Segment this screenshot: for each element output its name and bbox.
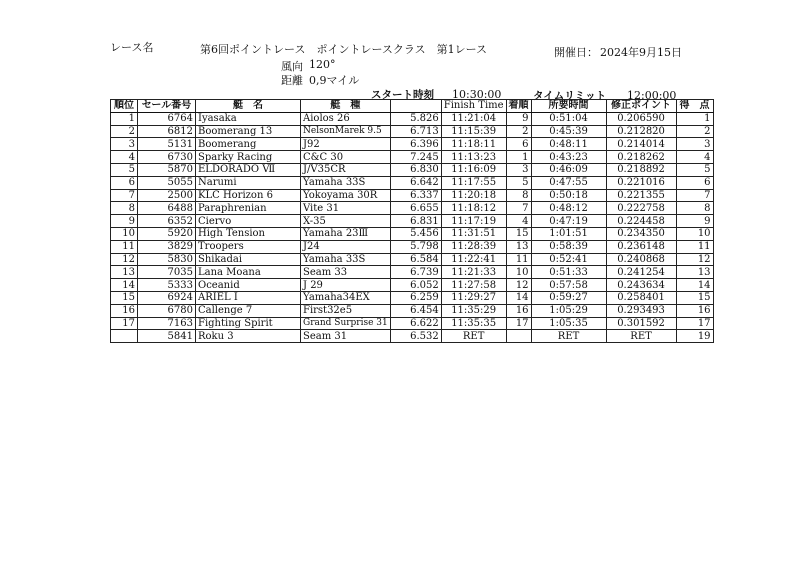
cell-points: 14 <box>676 279 713 292</box>
col-elapsed-header: 所要時間 <box>531 100 606 113</box>
table-row <box>111 304 714 317</box>
cell-rank: 15 <box>111 291 138 304</box>
cell-sail-number: 6764 <box>138 112 196 125</box>
cell-finish-order: 3 <box>506 163 531 176</box>
cell-corrected-points: 0.301592 <box>606 317 676 330</box>
cell-finish-order: 15 <box>506 227 531 240</box>
cell-finish-time: 11:17:19 <box>441 215 506 228</box>
cell-finish-time: RET <box>441 330 506 343</box>
col-corrected-header: 修正ポイント <box>606 100 676 113</box>
cell-boat-name: Boomerang <box>196 138 301 151</box>
cell-finish-order: 16 <box>506 304 531 317</box>
date-label: 開催日： <box>554 46 598 59</box>
cell-rank: 2 <box>111 125 138 138</box>
table-row <box>111 189 714 202</box>
cell-elapsed-time: 0:47:55 <box>531 176 606 189</box>
cell-boat-type: Yamaha34EX <box>301 291 391 304</box>
cell-boat-name: Paraphrenian <box>196 202 301 215</box>
cell-corrected-points: 0.214014 <box>606 138 676 151</box>
table-row <box>111 227 714 240</box>
cell-corrected-points: 0.212820 <box>606 125 676 138</box>
cell-corrected-points: 0.222758 <box>606 202 676 215</box>
cell-sail-number: 6352 <box>138 215 196 228</box>
cell-elapsed-time: 0:48:12 <box>531 202 606 215</box>
cell-rank: 9 <box>111 215 138 228</box>
cell-boat-type: Grand Surprise 31 <box>301 317 391 330</box>
cell-boat-type: Yamaha 23Ⅲ <box>301 227 391 240</box>
cell-sail-number: 5055 <box>138 176 196 189</box>
table-row <box>111 163 714 176</box>
cell-boat-name: High Tension <box>196 227 301 240</box>
cell-rank: 16 <box>111 304 138 317</box>
cell-elapsed-time: 1:01:51 <box>531 227 606 240</box>
cell-boat-name: Ciervo <box>196 215 301 228</box>
cell-sail-number: 5870 <box>138 163 196 176</box>
cell-rating: 6.831 <box>390 215 441 228</box>
race-name-label: レース名 <box>110 41 154 54</box>
cell-elapsed-time: 0:51:33 <box>531 266 606 279</box>
cell-finish-order: 7 <box>506 202 531 215</box>
cell-elapsed-time: 1:05:35 <box>531 317 606 330</box>
cell-rating: 6.713 <box>390 125 441 138</box>
col-sail-header: セール番号 <box>138 100 196 113</box>
cell-rating: 6.454 <box>390 304 441 317</box>
cell-sail-number: 5841 <box>138 330 196 343</box>
cell-boat-type: Yamaha 33S <box>301 253 391 266</box>
cell-finish-time: 11:35:35 <box>441 317 506 330</box>
cell-rating: 6.830 <box>390 163 441 176</box>
cell-finish-time: 11:16:09 <box>441 163 506 176</box>
cell-boat-type: First32e5 <box>301 304 391 317</box>
cell-boat-type: J 29 <box>301 279 391 292</box>
col-name-header: 艇 名 <box>196 100 301 113</box>
cell-boat-name: Shikadai <box>196 253 301 266</box>
cell-finish-order: 10 <box>506 266 531 279</box>
cell-rank: 13 <box>111 266 138 279</box>
table-row <box>111 330 714 343</box>
cell-finish-order: 6 <box>506 138 531 151</box>
table-row <box>111 151 714 164</box>
cell-boat-type: NelsonMarek 9.5 <box>301 125 391 138</box>
cell-elapsed-time: 0:48:11 <box>531 138 606 151</box>
cell-elapsed-time: 0:46:09 <box>531 163 606 176</box>
table-row <box>111 291 714 304</box>
cell-sail-number: 5830 <box>138 253 196 266</box>
cell-rating: 6.337 <box>390 189 441 202</box>
col-finish-header: Finish Time <box>441 100 506 113</box>
table-row <box>111 317 714 330</box>
results-table <box>110 99 714 343</box>
table-row <box>111 266 714 279</box>
table-row <box>111 125 714 138</box>
cell-elapsed-time: 1:05:29 <box>531 304 606 317</box>
cell-points: 13 <box>676 266 713 279</box>
cell-rank: 17 <box>111 317 138 330</box>
cell-boat-type: Seam 33 <box>301 266 391 279</box>
cell-corrected-points: 0.293493 <box>606 304 676 317</box>
wind-value: 120° <box>309 58 336 71</box>
cell-points: 3 <box>676 138 713 151</box>
cell-finish-order <box>506 330 531 343</box>
cell-finish-time: 11:15:39 <box>441 125 506 138</box>
cell-finish-time: 11:22:41 <box>441 253 506 266</box>
cell-sail-number: 7163 <box>138 317 196 330</box>
cell-rank: 10 <box>111 227 138 240</box>
table-row <box>111 253 714 266</box>
cell-points: 19 <box>676 330 713 343</box>
cell-boat-name: Roku 3 <box>196 330 301 343</box>
cell-boat-type: Vite 31 <box>301 202 391 215</box>
cell-elapsed-time: RET <box>531 330 606 343</box>
cell-boat-name: ARIEL Ⅰ <box>196 291 301 304</box>
cell-finish-time: 11:21:33 <box>441 266 506 279</box>
table-row <box>111 112 714 125</box>
cell-finish-time: 11:28:39 <box>441 240 506 253</box>
cell-finish-time: 11:17:55 <box>441 176 506 189</box>
cell-rank: 5 <box>111 163 138 176</box>
table-row <box>111 215 714 228</box>
cell-finish-order: 2 <box>506 125 531 138</box>
cell-finish-order: 1 <box>506 151 531 164</box>
cell-elapsed-time: 0:43:23 <box>531 151 606 164</box>
cell-rank <box>111 330 138 343</box>
cell-rating: 7.245 <box>390 151 441 164</box>
cell-rating: 6.584 <box>390 253 441 266</box>
time-limit-label: タイムリミット <box>533 90 607 102</box>
cell-sail-number: 6488 <box>138 202 196 215</box>
cell-elapsed-time: 0:58:39 <box>531 240 606 253</box>
cell-elapsed-time: 0:59:27 <box>531 291 606 304</box>
cell-rating: 6.655 <box>390 202 441 215</box>
cell-boat-type: Aiolos 26 <box>301 112 391 125</box>
cell-corrected-points: 0.241254 <box>606 266 676 279</box>
cell-rating: 5.826 <box>390 112 441 125</box>
cell-finish-time: 11:13:23 <box>441 151 506 164</box>
cell-finish-time: 11:29:27 <box>441 291 506 304</box>
cell-boat-type: J24 <box>301 240 391 253</box>
cell-points: 11 <box>676 240 713 253</box>
cell-rank: 14 <box>111 279 138 292</box>
cell-boat-name: Troopers <box>196 240 301 253</box>
cell-sail-number: 5333 <box>138 279 196 292</box>
cell-rating: 6.642 <box>390 176 441 189</box>
cell-finish-order: 9 <box>506 112 531 125</box>
start-time-label: スタート時刻 <box>371 89 434 101</box>
cell-points: 8 <box>676 202 713 215</box>
cell-rating: 6.739 <box>390 266 441 279</box>
cell-points: 4 <box>676 151 713 164</box>
cell-sail-number: 5920 <box>138 227 196 240</box>
date-value: 2024年9月15日 <box>600 46 682 59</box>
cell-corrected-points: 0.218262 <box>606 151 676 164</box>
cell-points: 15 <box>676 291 713 304</box>
cell-rank: 4 <box>111 151 138 164</box>
cell-boat-name: Fighting Spirit <box>196 317 301 330</box>
cell-points: 17 <box>676 317 713 330</box>
cell-boat-type: C&C 30 <box>301 151 391 164</box>
cell-elapsed-time: 0:51:04 <box>531 112 606 125</box>
cell-elapsed-time: 0:57:58 <box>531 279 606 292</box>
cell-finish-order: 4 <box>506 215 531 228</box>
cell-boat-type: Yamaha 33S <box>301 176 391 189</box>
cell-sail-number: 3829 <box>138 240 196 253</box>
cell-points: 5 <box>676 163 713 176</box>
cell-finish-order: 11 <box>506 253 531 266</box>
cell-corrected-points: 0.240868 <box>606 253 676 266</box>
cell-finish-order: 14 <box>506 291 531 304</box>
cell-rank: 3 <box>111 138 138 151</box>
cell-points: 7 <box>676 189 713 202</box>
cell-points: 2 <box>676 125 713 138</box>
cell-finish-order: 12 <box>506 279 531 292</box>
cell-points: 1 <box>676 112 713 125</box>
cell-corrected-points: RET <box>606 330 676 343</box>
cell-boat-name: Iyasaka <box>196 112 301 125</box>
cell-corrected-points: 0.224458 <box>606 215 676 228</box>
distance-value: 0,9マイル <box>309 74 360 87</box>
cell-boat-type: J/V35CR <box>301 163 391 176</box>
cell-elapsed-time: 0:52:41 <box>531 253 606 266</box>
cell-corrected-points: 0.221355 <box>606 189 676 202</box>
cell-rating: 6.259 <box>390 291 441 304</box>
cell-rating: 5.798 <box>390 240 441 253</box>
race-title: 第6回ポイントレース ポイントレースクラス 第1レース <box>200 43 488 56</box>
cell-finish-order: 5 <box>506 176 531 189</box>
cell-boat-name: KLC Horizon 6 <box>196 189 301 202</box>
cell-rank: 7 <box>111 189 138 202</box>
cell-corrected-points: 0.258401 <box>606 291 676 304</box>
col-order-header: 着順 <box>506 100 531 113</box>
cell-corrected-points: 0.243634 <box>606 279 676 292</box>
cell-boat-name: Oceanid <box>196 279 301 292</box>
cell-rank: 6 <box>111 176 138 189</box>
cell-rating: 6.052 <box>390 279 441 292</box>
cell-finish-time: 11:31:51 <box>441 227 506 240</box>
table-row <box>111 138 714 151</box>
table-row <box>111 279 714 292</box>
cell-finish-order: 8 <box>506 189 531 202</box>
cell-boat-name: Narumi <box>196 176 301 189</box>
cell-boat-name: Lana Moana <box>196 266 301 279</box>
col-type-header: 艇 種 <box>301 100 391 113</box>
cell-boat-name: ELDORADO Ⅶ <box>196 163 301 176</box>
cell-points: 10 <box>676 227 713 240</box>
time-limit-value: 12:00:00 <box>627 89 677 102</box>
table-row <box>111 202 714 215</box>
cell-sail-number: 6730 <box>138 151 196 164</box>
cell-corrected-points: 0.218892 <box>606 163 676 176</box>
cell-rating: 6.532 <box>390 330 441 343</box>
cell-finish-time: 11:18:11 <box>441 138 506 151</box>
cell-finish-time: 11:35:29 <box>441 304 506 317</box>
cell-sail-number: 7035 <box>138 266 196 279</box>
cell-boat-name: Sparky Racing <box>196 151 301 164</box>
cell-points: 12 <box>676 253 713 266</box>
col-rank-header: 順位 <box>111 100 138 113</box>
col-points-header: 得 点 <box>676 100 713 113</box>
cell-sail-number: 5131 <box>138 138 196 151</box>
cell-finish-time: 11:27:58 <box>441 279 506 292</box>
cell-sail-number: 6780 <box>138 304 196 317</box>
cell-finish-order: 13 <box>506 240 531 253</box>
table-row <box>111 240 714 253</box>
table-row <box>111 176 714 189</box>
cell-finish-time: 11:21:04 <box>441 112 506 125</box>
cell-sail-number: 6924 <box>138 291 196 304</box>
cell-corrected-points: 0.221016 <box>606 176 676 189</box>
start-time-value: 10:30:00 <box>452 88 502 101</box>
cell-boat-type: Yokoyama 30R <box>301 189 391 202</box>
wind-label: 風向 <box>281 60 303 73</box>
cell-finish-time: 11:18:12 <box>441 202 506 215</box>
cell-finish-order: 17 <box>506 317 531 330</box>
cell-rating: 6.622 <box>390 317 441 330</box>
distance-label: 距離 <box>281 74 303 87</box>
cell-boat-type: X-35 <box>301 215 391 228</box>
cell-elapsed-time: 0:47:19 <box>531 215 606 228</box>
cell-boat-type: J92 <box>301 138 391 151</box>
cell-elapsed-time: 0:45:39 <box>531 125 606 138</box>
cell-sail-number: 2500 <box>138 189 196 202</box>
cell-rank: 1 <box>111 112 138 125</box>
cell-boat-type: Seam 31 <box>301 330 391 343</box>
cell-rank: 8 <box>111 202 138 215</box>
cell-corrected-points: 0.236148 <box>606 240 676 253</box>
cell-rank: 12 <box>111 253 138 266</box>
cell-points: 6 <box>676 176 713 189</box>
cell-boat-name: Boomerang 13 <box>196 125 301 138</box>
cell-finish-time: 11:20:18 <box>441 189 506 202</box>
cell-corrected-points: 0.234350 <box>606 227 676 240</box>
cell-rating: 6.396 <box>390 138 441 151</box>
cell-elapsed-time: 0:50:18 <box>531 189 606 202</box>
cell-rank: 11 <box>111 240 138 253</box>
cell-points: 16 <box>676 304 713 317</box>
cell-points: 9 <box>676 215 713 228</box>
col-rating-header <box>390 100 441 113</box>
cell-rating: 5.456 <box>390 227 441 240</box>
cell-sail-number: 6812 <box>138 125 196 138</box>
cell-boat-name: Callenge 7 <box>196 304 301 317</box>
cell-corrected-points: 0.206590 <box>606 112 676 125</box>
table-header-row <box>111 100 714 113</box>
